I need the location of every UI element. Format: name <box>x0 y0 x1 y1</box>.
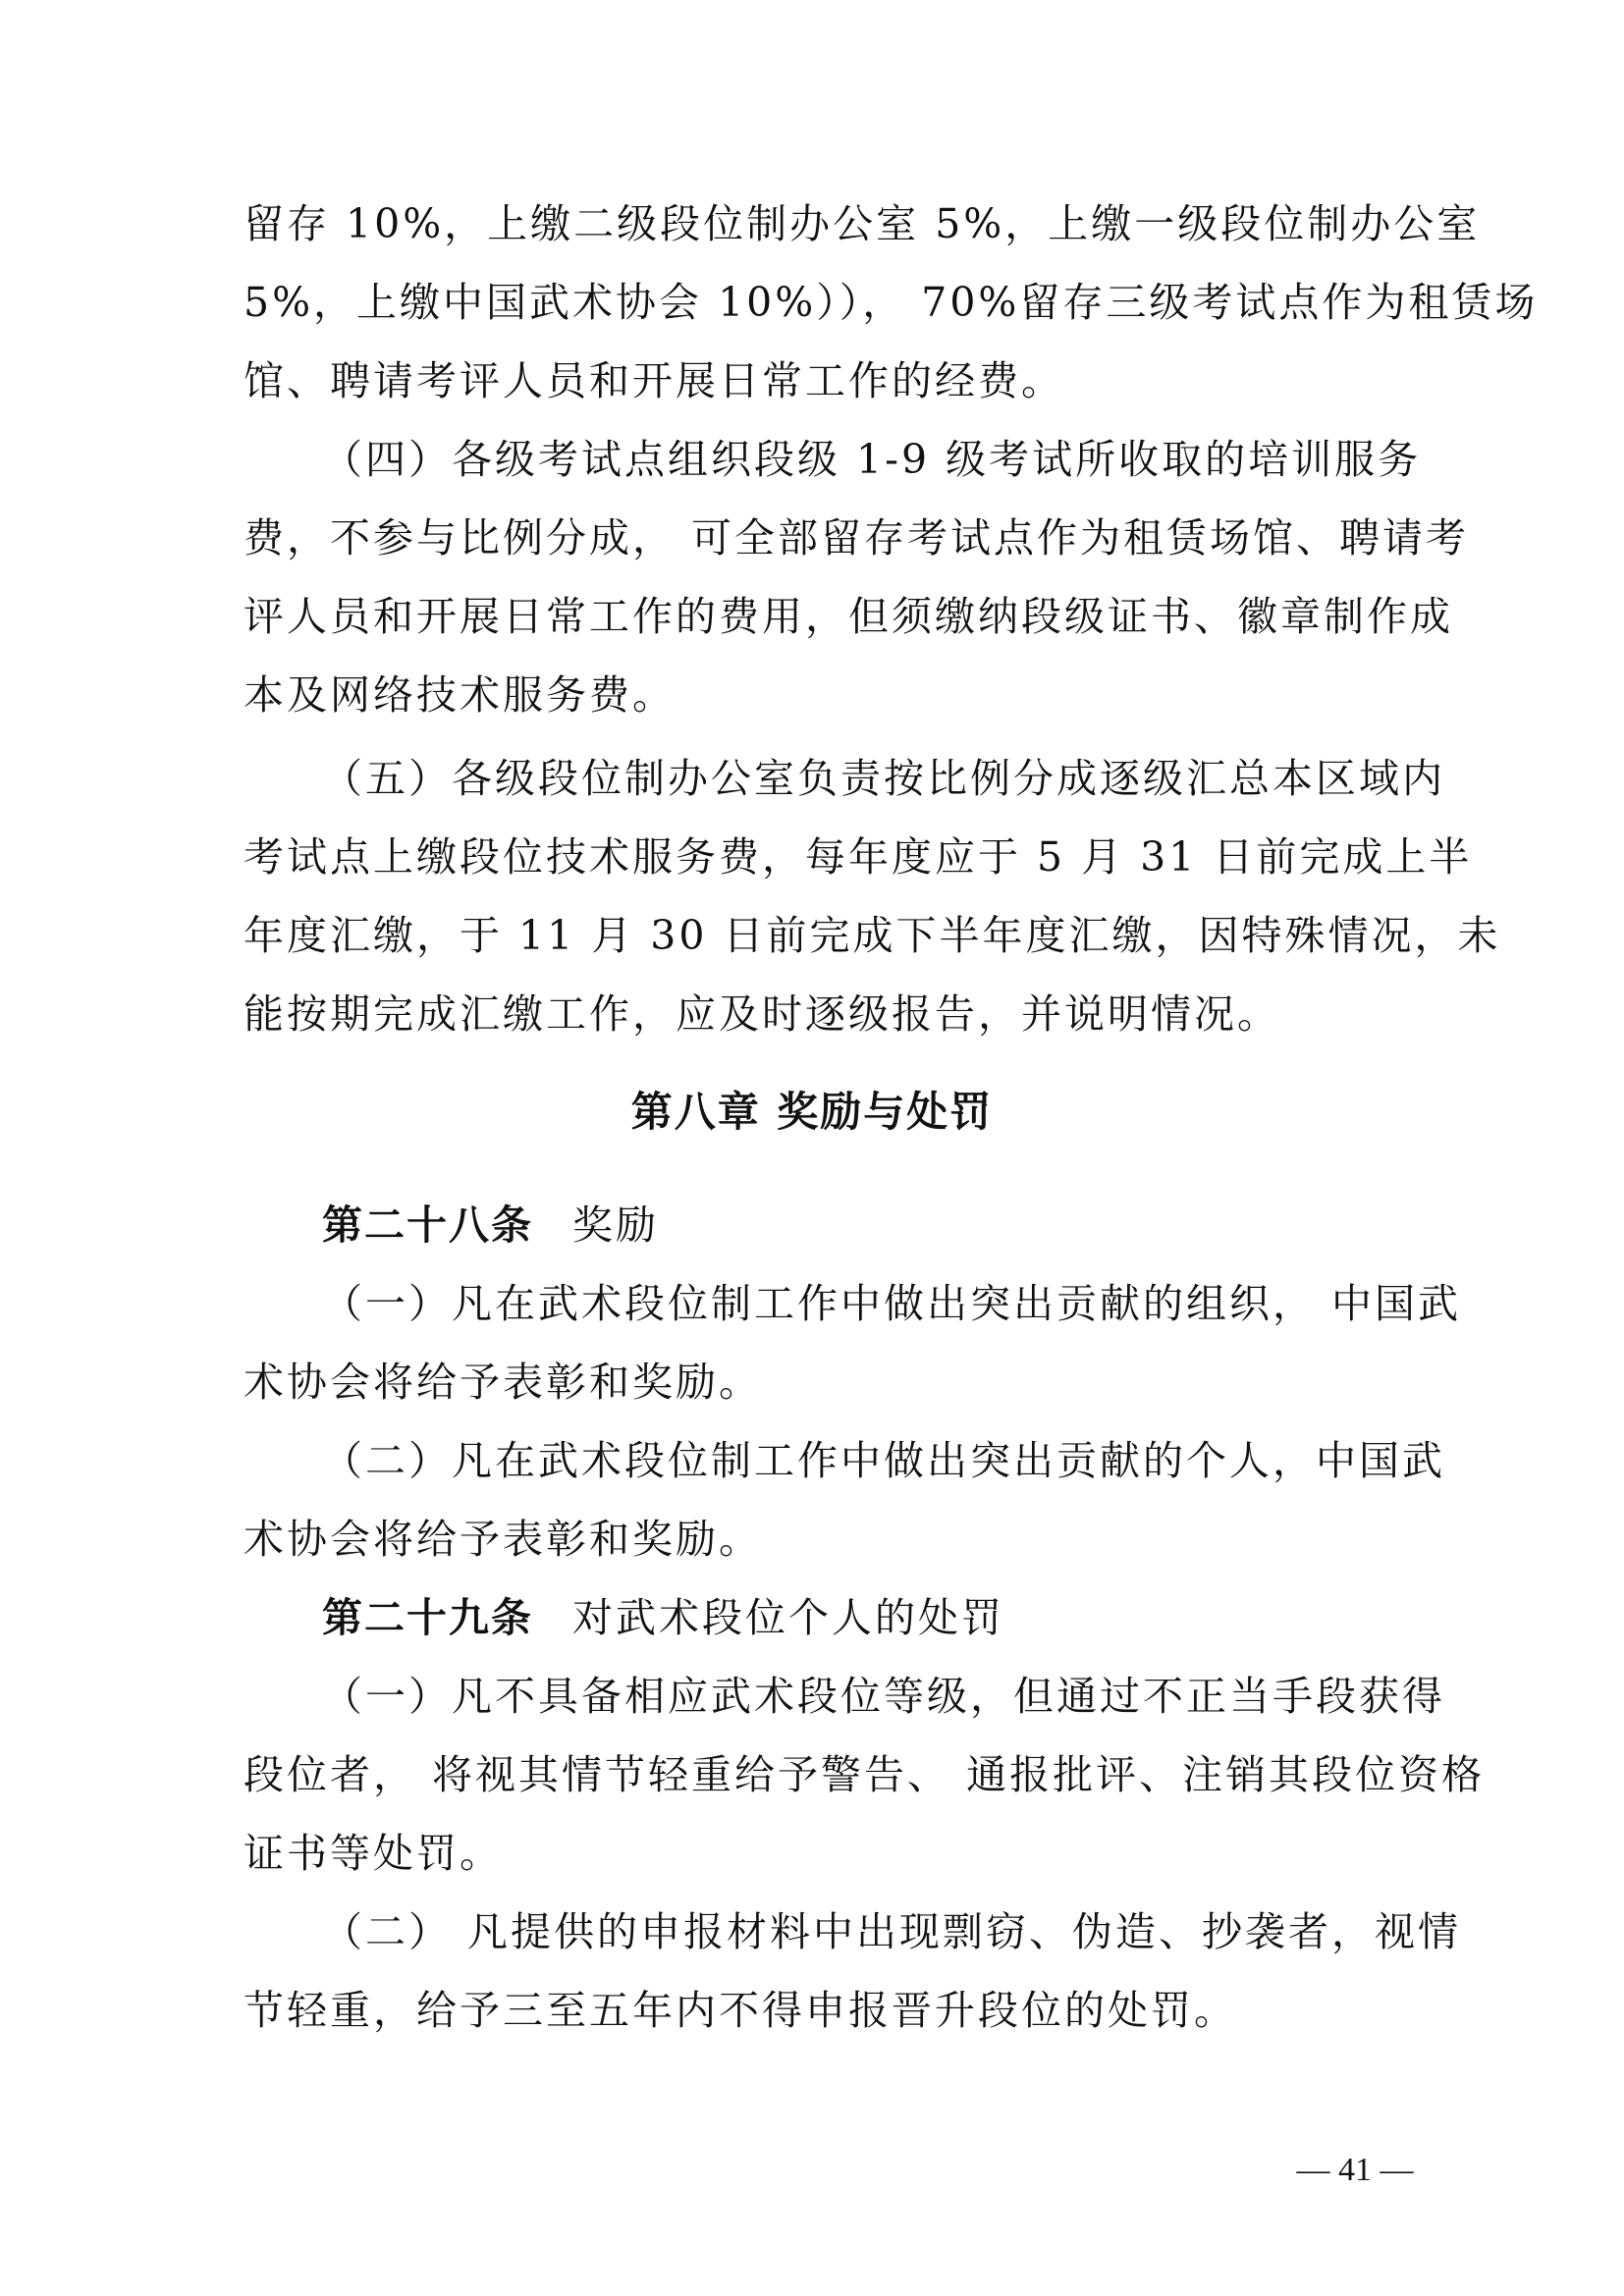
text-line: （二） 凡提供的申报材料中出现剽窃、伪造、抄袭者，视情 <box>322 1908 1462 1955</box>
text-line: 考试点上缴段位技术服务费，每年度应于 5 月 31 日前完成上半 <box>244 833 1473 881</box>
article-heading <box>322 1590 1461 1645</box>
chapter-title: 第八章 奖励与处罚 <box>630 1088 994 1136</box>
text-line: 术协会将给予表彰和奖励。 <box>244 1516 762 1563</box>
text-line: （一）凡在武术段位制工作中做出突出贡献的组织， 中国武 <box>322 1280 1462 1327</box>
text-line: 年度汇缴，于 11 月 30 日前完成下半年度汇缴，因特殊情况，未 <box>244 912 1501 959</box>
text-line: （一）凡不具备相应武术段位等级，但通过不正当手段获得 <box>322 1673 1445 1720</box>
text-line: 术协会将给予表彰和奖励。 <box>244 1359 762 1406</box>
text-line: 5%，上缴中国武术协会 10%））， 70%留存三级考试点作为租赁场 <box>244 279 1539 326</box>
text-line: 馆、聘请考评人员和开展日常工作的经费。 <box>244 357 1064 404</box>
article-number: 第二十九条 <box>322 1594 533 1641</box>
text-line: 证书等处罚。 <box>244 1830 503 1877</box>
page-number: — 41 — <box>1296 2152 1414 2188</box>
text-line: 段位者， 将视其情节轻重给予警告、 通报批评、注销其段位资格 <box>244 1751 1486 1798</box>
article-subject: 奖励 <box>572 1201 659 1249</box>
text-line: （五）各级段位制办公室负责按比例分成逐级汇总本区域内 <box>322 755 1445 802</box>
article-heading <box>322 1198 1461 1253</box>
text-line: （四）各级考试点组织段级 1-9 级考试所收取的培训服务 <box>322 436 1422 483</box>
text-line: 留存 10%，上缴二级段位制办公室 5%，上缴一级段位制办公室 <box>244 200 1481 247</box>
article-number: 第二十八条 <box>322 1201 533 1249</box>
text-line: 本及网络技术服务费。 <box>244 671 676 719</box>
text-line: （二）凡在武术段位制工作中做出突出贡献的个人，中国武 <box>322 1437 1445 1484</box>
article-subject: 对武术段位个人的处罚 <box>572 1594 1004 1641</box>
text-line: 能按期完成汇缴工作，应及时逐级报告，并说明情况。 <box>244 990 1280 1038</box>
text-line: 费，不参与比例分成， 可全部留存考试点作为租赁场馆、聘请考 <box>244 514 1470 561</box>
text-line: 节轻重，给予三至五年内不得申报晋升段位的处罚。 <box>244 1987 1237 2034</box>
text-line: 评人员和开展日常工作的费用，但须缴纳段级证书、徽章制作成 <box>244 593 1453 640</box>
